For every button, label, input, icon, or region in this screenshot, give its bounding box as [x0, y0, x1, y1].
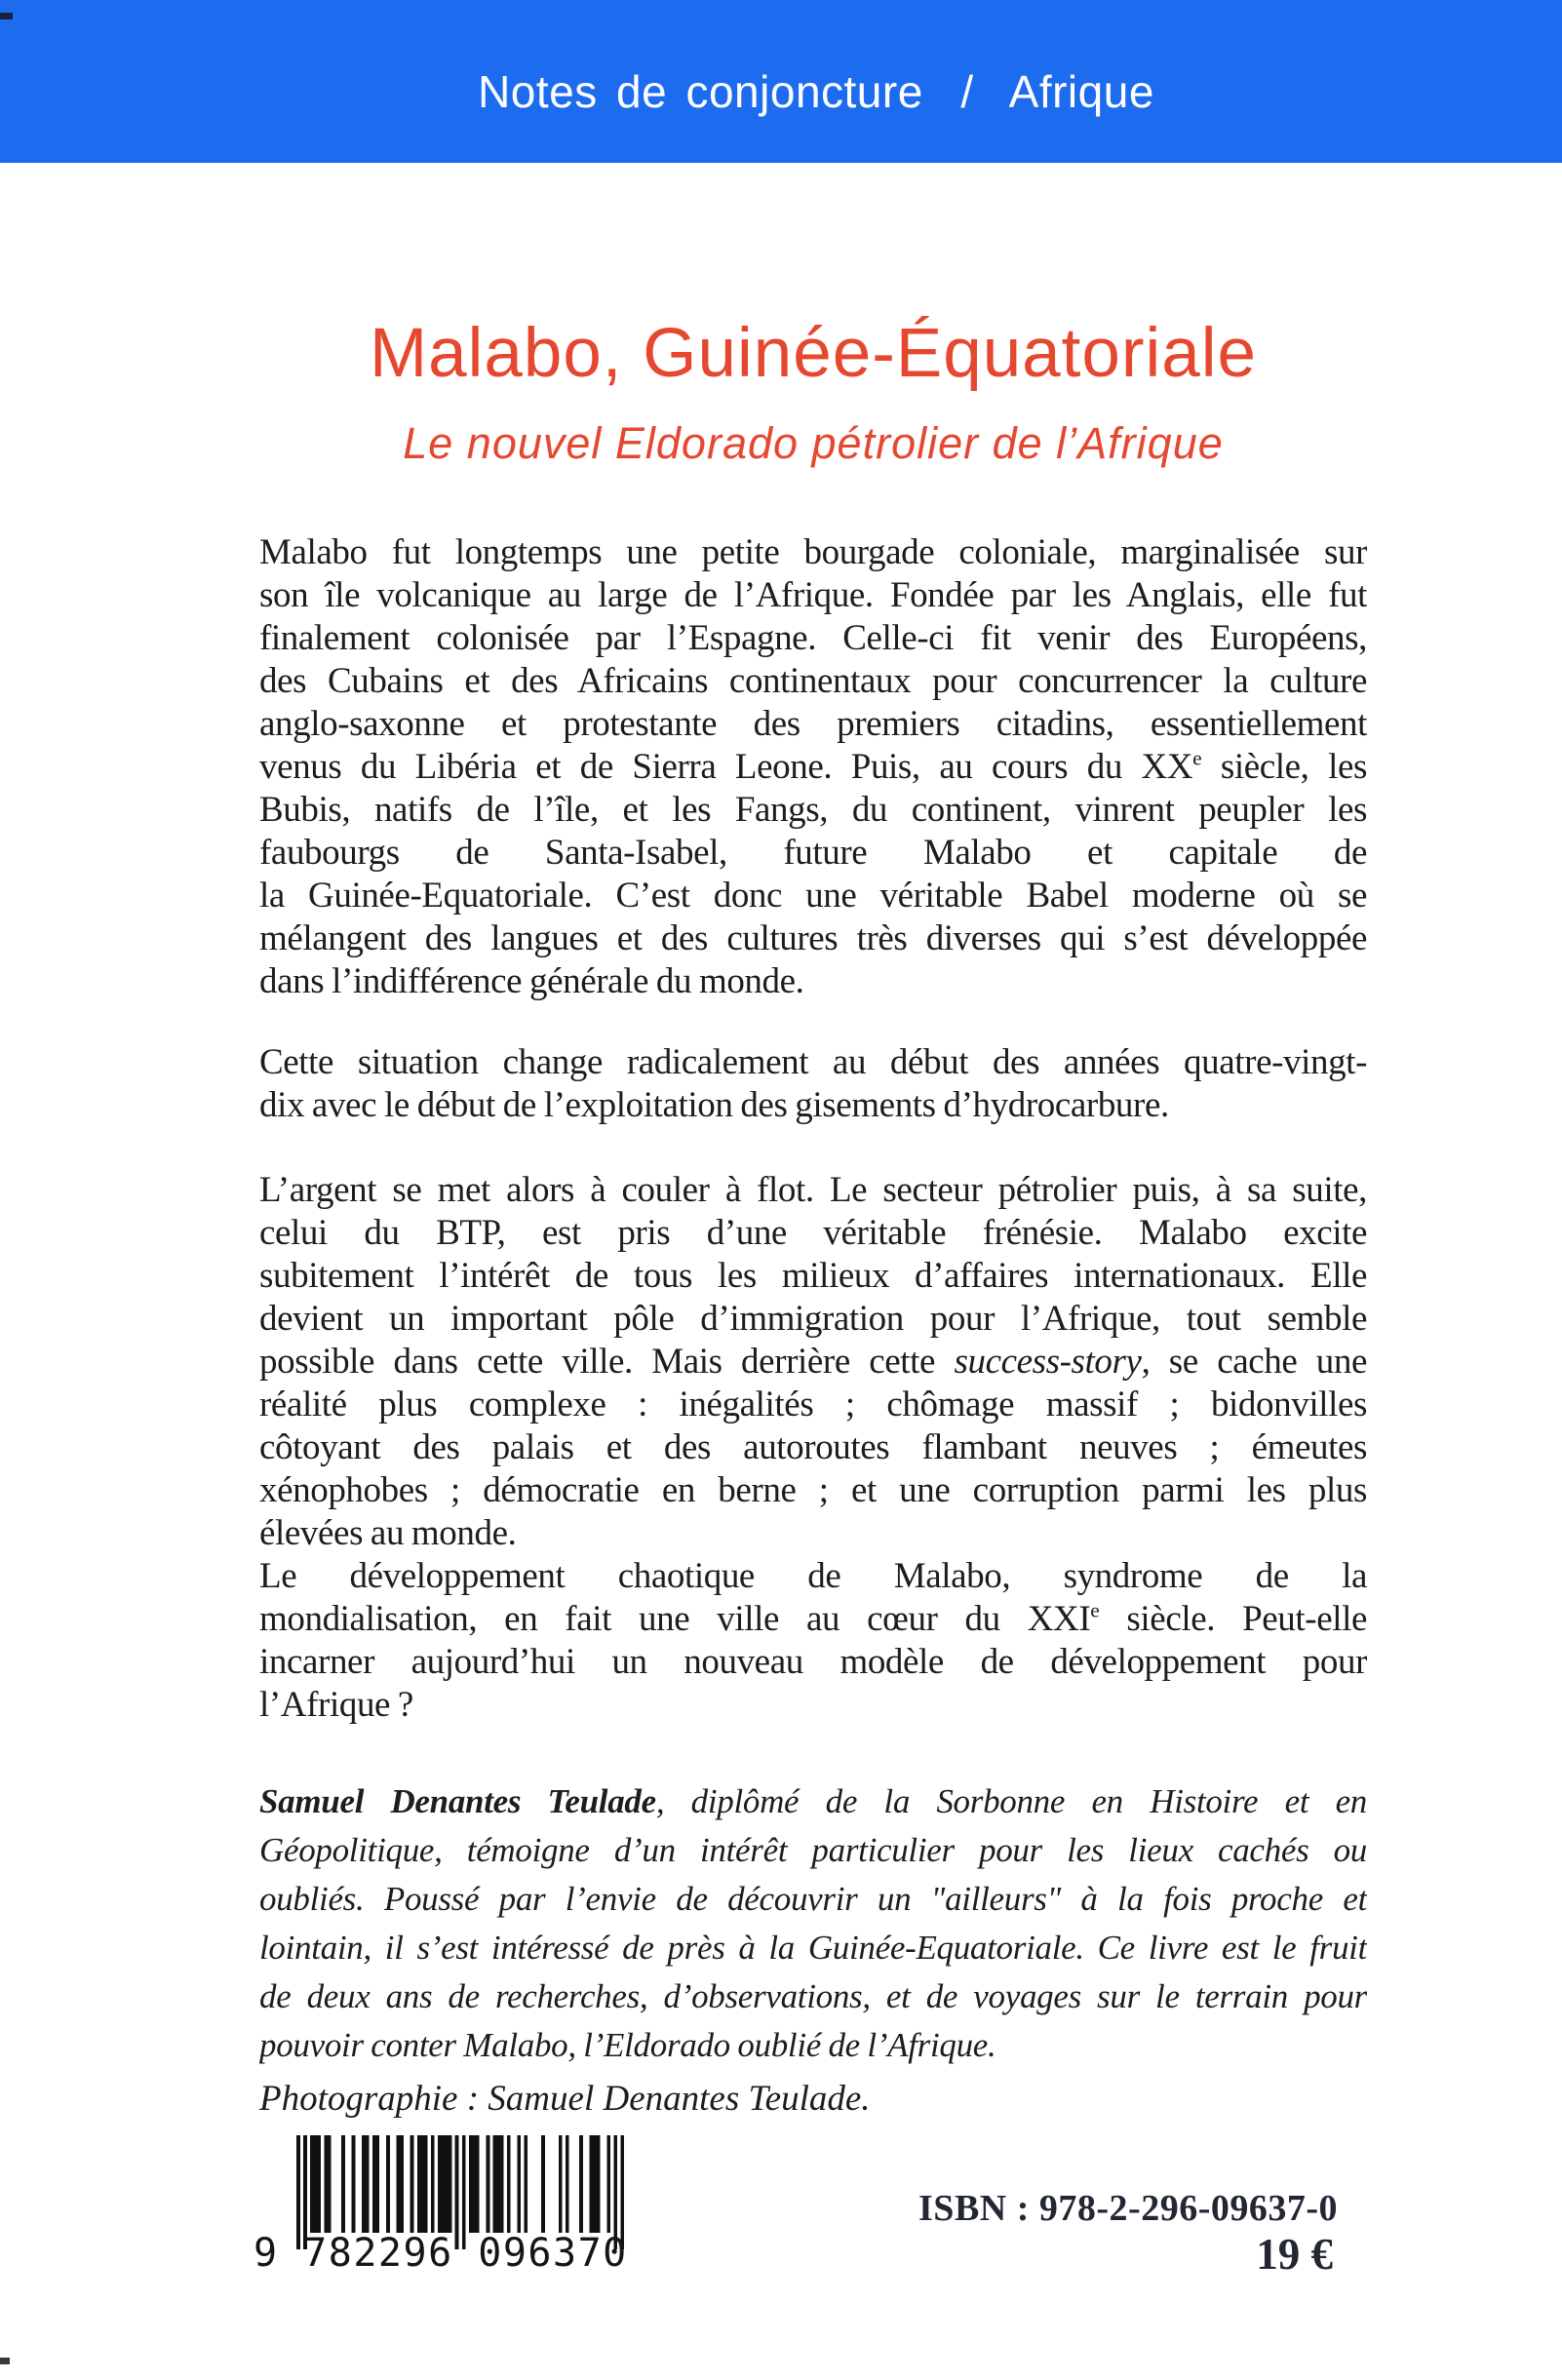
- synopsis: [259, 531, 1367, 1727]
- price: 19 €: [1256, 2230, 1333, 2279]
- author-name: Samuel Denantes Teulade: [259, 1782, 656, 1820]
- text-line: des Cubains et des Africains continentaux pour concurrencer la culture: [259, 661, 1367, 701]
- text-line: [259, 1598, 1367, 1641]
- italic-term: success-story: [954, 1342, 1142, 1382]
- synopsis-paragraph-3: [259, 1169, 1367, 1555]
- text-segment: siècle. Peut-elle: [1099, 1599, 1367, 1639]
- ean13-barcode: [254, 2135, 628, 2276]
- text-line: Bubis, natifs de l’île, et les Fangs, du continent, vinrent peupler les: [259, 790, 1367, 830]
- superscript-e: e: [1192, 746, 1202, 770]
- text-line: réalité plus complexe : inégalités ; chômage massif ; bidonvilles: [259, 1385, 1367, 1424]
- text-line: L’argent se met alors à couler à flot. Le secteur pétrolier puis, à sa suite,: [259, 1170, 1367, 1210]
- book-subtitle: Le nouvel Eldorado pétrolier de l’Afrique: [403, 418, 1224, 468]
- text-line: subitement l’intérêt de tous les milieux d’affaires internationaux. Elle: [259, 1256, 1367, 1296]
- text-segment: possible dans cette ville. Mais derrière cette: [259, 1342, 955, 1382]
- text-line: celui du BTP, est pris d’une véritable frénésie. Malabo excite: [259, 1213, 1367, 1253]
- text-line: de deux ans de recherches, d’observations, et de voyages sur le terrain pour: [259, 1977, 1367, 2015]
- barcode-digits: 9 782296 096370: [254, 2231, 628, 2276]
- text-line: dans l’indifférence générale du monde.: [259, 961, 804, 1001]
- text-line: mélangent des langues et des cultures très diverses qui s’est développée: [259, 918, 1367, 958]
- text-line: pouvoir conter Malabo, l’Eldorado oublié de l’Afrique.: [259, 2026, 996, 2064]
- synopsis-paragraph-4: [259, 1555, 1367, 1727]
- superscript-e: e: [1090, 1598, 1100, 1622]
- text-segment: siècle, les: [1201, 747, 1367, 787]
- text-line: son île volcanique au large de l’Afrique. Fondée par les Anglais, elle fut: [259, 575, 1367, 615]
- top-banner: [0, 0, 1562, 163]
- text-line: anglo-saxonne et protestante des premiers citadins, essentiellement: [259, 704, 1367, 744]
- synopsis-paragraph-1: [259, 531, 1367, 1003]
- scan-artifact-top: [0, 13, 13, 20]
- text-line: faubourgs de Santa-Isabel, future Malabo et capitale de: [259, 833, 1367, 873]
- text-line: [259, 746, 1367, 789]
- text-segment: , diplômé de la Sorbonne en Histoire et en: [655, 1782, 1367, 1820]
- text-line: Cette situation change radicalement au début des années quatre-vingt-: [259, 1042, 1367, 1082]
- text-line: devient un important pôle d’immigration pour l’Afrique, tout semble: [259, 1299, 1367, 1339]
- text-line: côtoyant des palais et des autoroutes flambant neuves ; émeutes: [259, 1427, 1367, 1467]
- author-bio: [259, 1777, 1367, 2070]
- scan-artifact-bottom: [0, 2358, 10, 2364]
- text-segment: venus du Libéria et de Sierra Leone. Puis, au cours du XX: [259, 747, 1193, 787]
- text-line: finalement colonisée par l’Espagne. Celle-ci fit venir des Européens,: [259, 618, 1367, 658]
- text-line: Le développement chaotique de Malabo, syndrome de la: [259, 1556, 1367, 1596]
- text-line: lointain, il s’est intéressé de près à la Guinée-Equatoriale. Ce livre est le fruit: [259, 1929, 1367, 1967]
- collection-title: Notes de conjoncture / Afrique: [478, 65, 1154, 117]
- text-line: la Guinée-Equatoriale. C’est donc une véritable Babel moderne où se: [259, 876, 1367, 916]
- text-line: incarner aujourd’hui un nouveau modèle de développement pour: [259, 1642, 1367, 1682]
- text-line: [259, 1777, 1367, 1826]
- isbn-number: ISBN : 978-2-296-09637-0: [918, 2188, 1338, 2229]
- book-title: Malabo, Guinée-Équatoriale: [369, 315, 1258, 392]
- photo-credit: Photographie : Samuel Denantes Teulade.: [259, 2079, 871, 2119]
- synopsis-paragraph-2: [259, 1041, 1367, 1127]
- text-line: [259, 1341, 1367, 1384]
- text-line: dix avec le début de l’exploitation des gisements d’hydrocarbure.: [259, 1085, 1169, 1125]
- text-segment: , se cache une: [1141, 1342, 1367, 1382]
- text-line: xénophobes ; démocratie en berne ; et une corruption parmi les plus: [259, 1470, 1367, 1510]
- text-line: Géopolitique, témoigne d’un intérêt particulier pour les lieux cachés ou: [259, 1831, 1367, 1869]
- text-segment: mondialisation, en fait une ville au cœur du XXI: [259, 1599, 1091, 1639]
- text-line: élevées au monde.: [259, 1513, 517, 1553]
- text-line: l’Afrique ?: [259, 1685, 413, 1725]
- text-line: Malabo fut longtemps une petite bourgade coloniale, marginalisée sur: [259, 532, 1367, 572]
- text-line: oubliés. Poussé par l’envie de découvrir un "ailleurs" à la fois proche et: [259, 1880, 1367, 1918]
